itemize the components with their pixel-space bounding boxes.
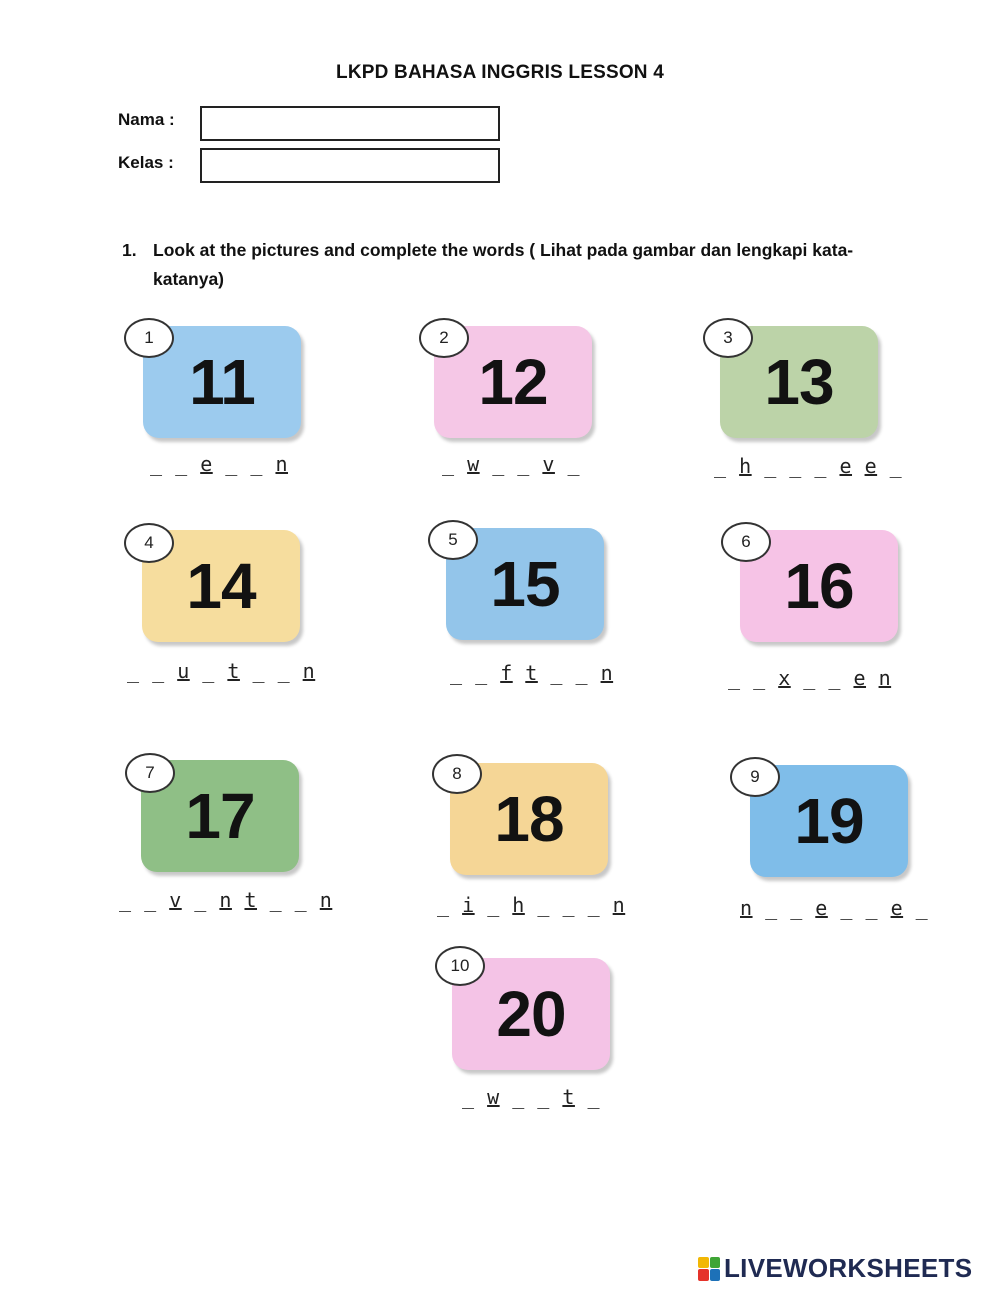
item-index-circle: 6 <box>721 522 771 562</box>
tile-number: 18 <box>494 783 564 855</box>
word-clue[interactable]: _ h _ _ _ e e _ <box>714 454 903 478</box>
name-label: Nama : <box>118 110 175 129</box>
word-clue[interactable]: n _ _ e _ _ e _ <box>740 896 929 920</box>
instruction-number: 1. <box>122 240 137 260</box>
tile-number: 19 <box>794 785 864 857</box>
tile-number: 13 <box>764 346 834 418</box>
tile-number: 12 <box>478 346 548 418</box>
logo-square <box>698 1257 709 1269</box>
instruction <box>122 236 922 294</box>
word-clue[interactable]: _ _ e _ _ n <box>150 452 289 476</box>
word-clue[interactable]: _ w _ _ v _ <box>442 452 581 476</box>
item-index-circle: 3 <box>703 318 753 358</box>
item-index-circle: 5 <box>428 520 478 560</box>
logo-square <box>710 1257 721 1269</box>
item-index-circle: 1 <box>124 318 174 358</box>
word-clue[interactable]: _ _ v _ n t _ _ n <box>119 888 333 912</box>
liveworksheets-logo <box>698 1253 972 1284</box>
item-index-circle: 2 <box>419 318 469 358</box>
tile-number: 11 <box>189 346 255 418</box>
name-field[interactable] <box>200 106 500 141</box>
logo-square <box>698 1269 709 1281</box>
item-index-circle: 4 <box>124 523 174 563</box>
item-index-circle: 7 <box>125 753 175 793</box>
logo-square <box>710 1269 721 1281</box>
tile-number: 20 <box>496 978 566 1050</box>
liveworksheets-logo-icon <box>698 1257 720 1281</box>
tile-number: 14 <box>186 550 256 622</box>
brand-name: LIVEWORKSHEETS <box>724 1253 973 1283</box>
class-label: Kelas : <box>118 153 174 172</box>
item-index-circle: 9 <box>730 757 780 797</box>
item-index-circle: 8 <box>432 754 482 794</box>
page-title: LKPD BAHASA INGGRIS LESSON 4 <box>336 62 664 83</box>
instruction-text: Look at the pictures and complete the words ( Lihat pada gambar dan lengkapi kata-katanya) <box>153 240 854 289</box>
word-clue[interactable]: _ _ x _ _ e n <box>728 666 892 690</box>
word-clue[interactable]: _ _ f t _ _ n <box>450 661 614 685</box>
tile-number: 17 <box>185 780 255 852</box>
tile-number: 15 <box>490 548 560 620</box>
word-clue[interactable]: _ _ u _ t _ _ n <box>127 659 316 683</box>
tile-number: 16 <box>784 550 854 622</box>
word-clue[interactable]: _ w _ _ t _ <box>462 1085 601 1109</box>
word-clue[interactable]: _ i _ h _ _ _ n <box>437 893 626 917</box>
item-index-circle: 10 <box>435 946 485 986</box>
class-field[interactable] <box>200 148 500 183</box>
